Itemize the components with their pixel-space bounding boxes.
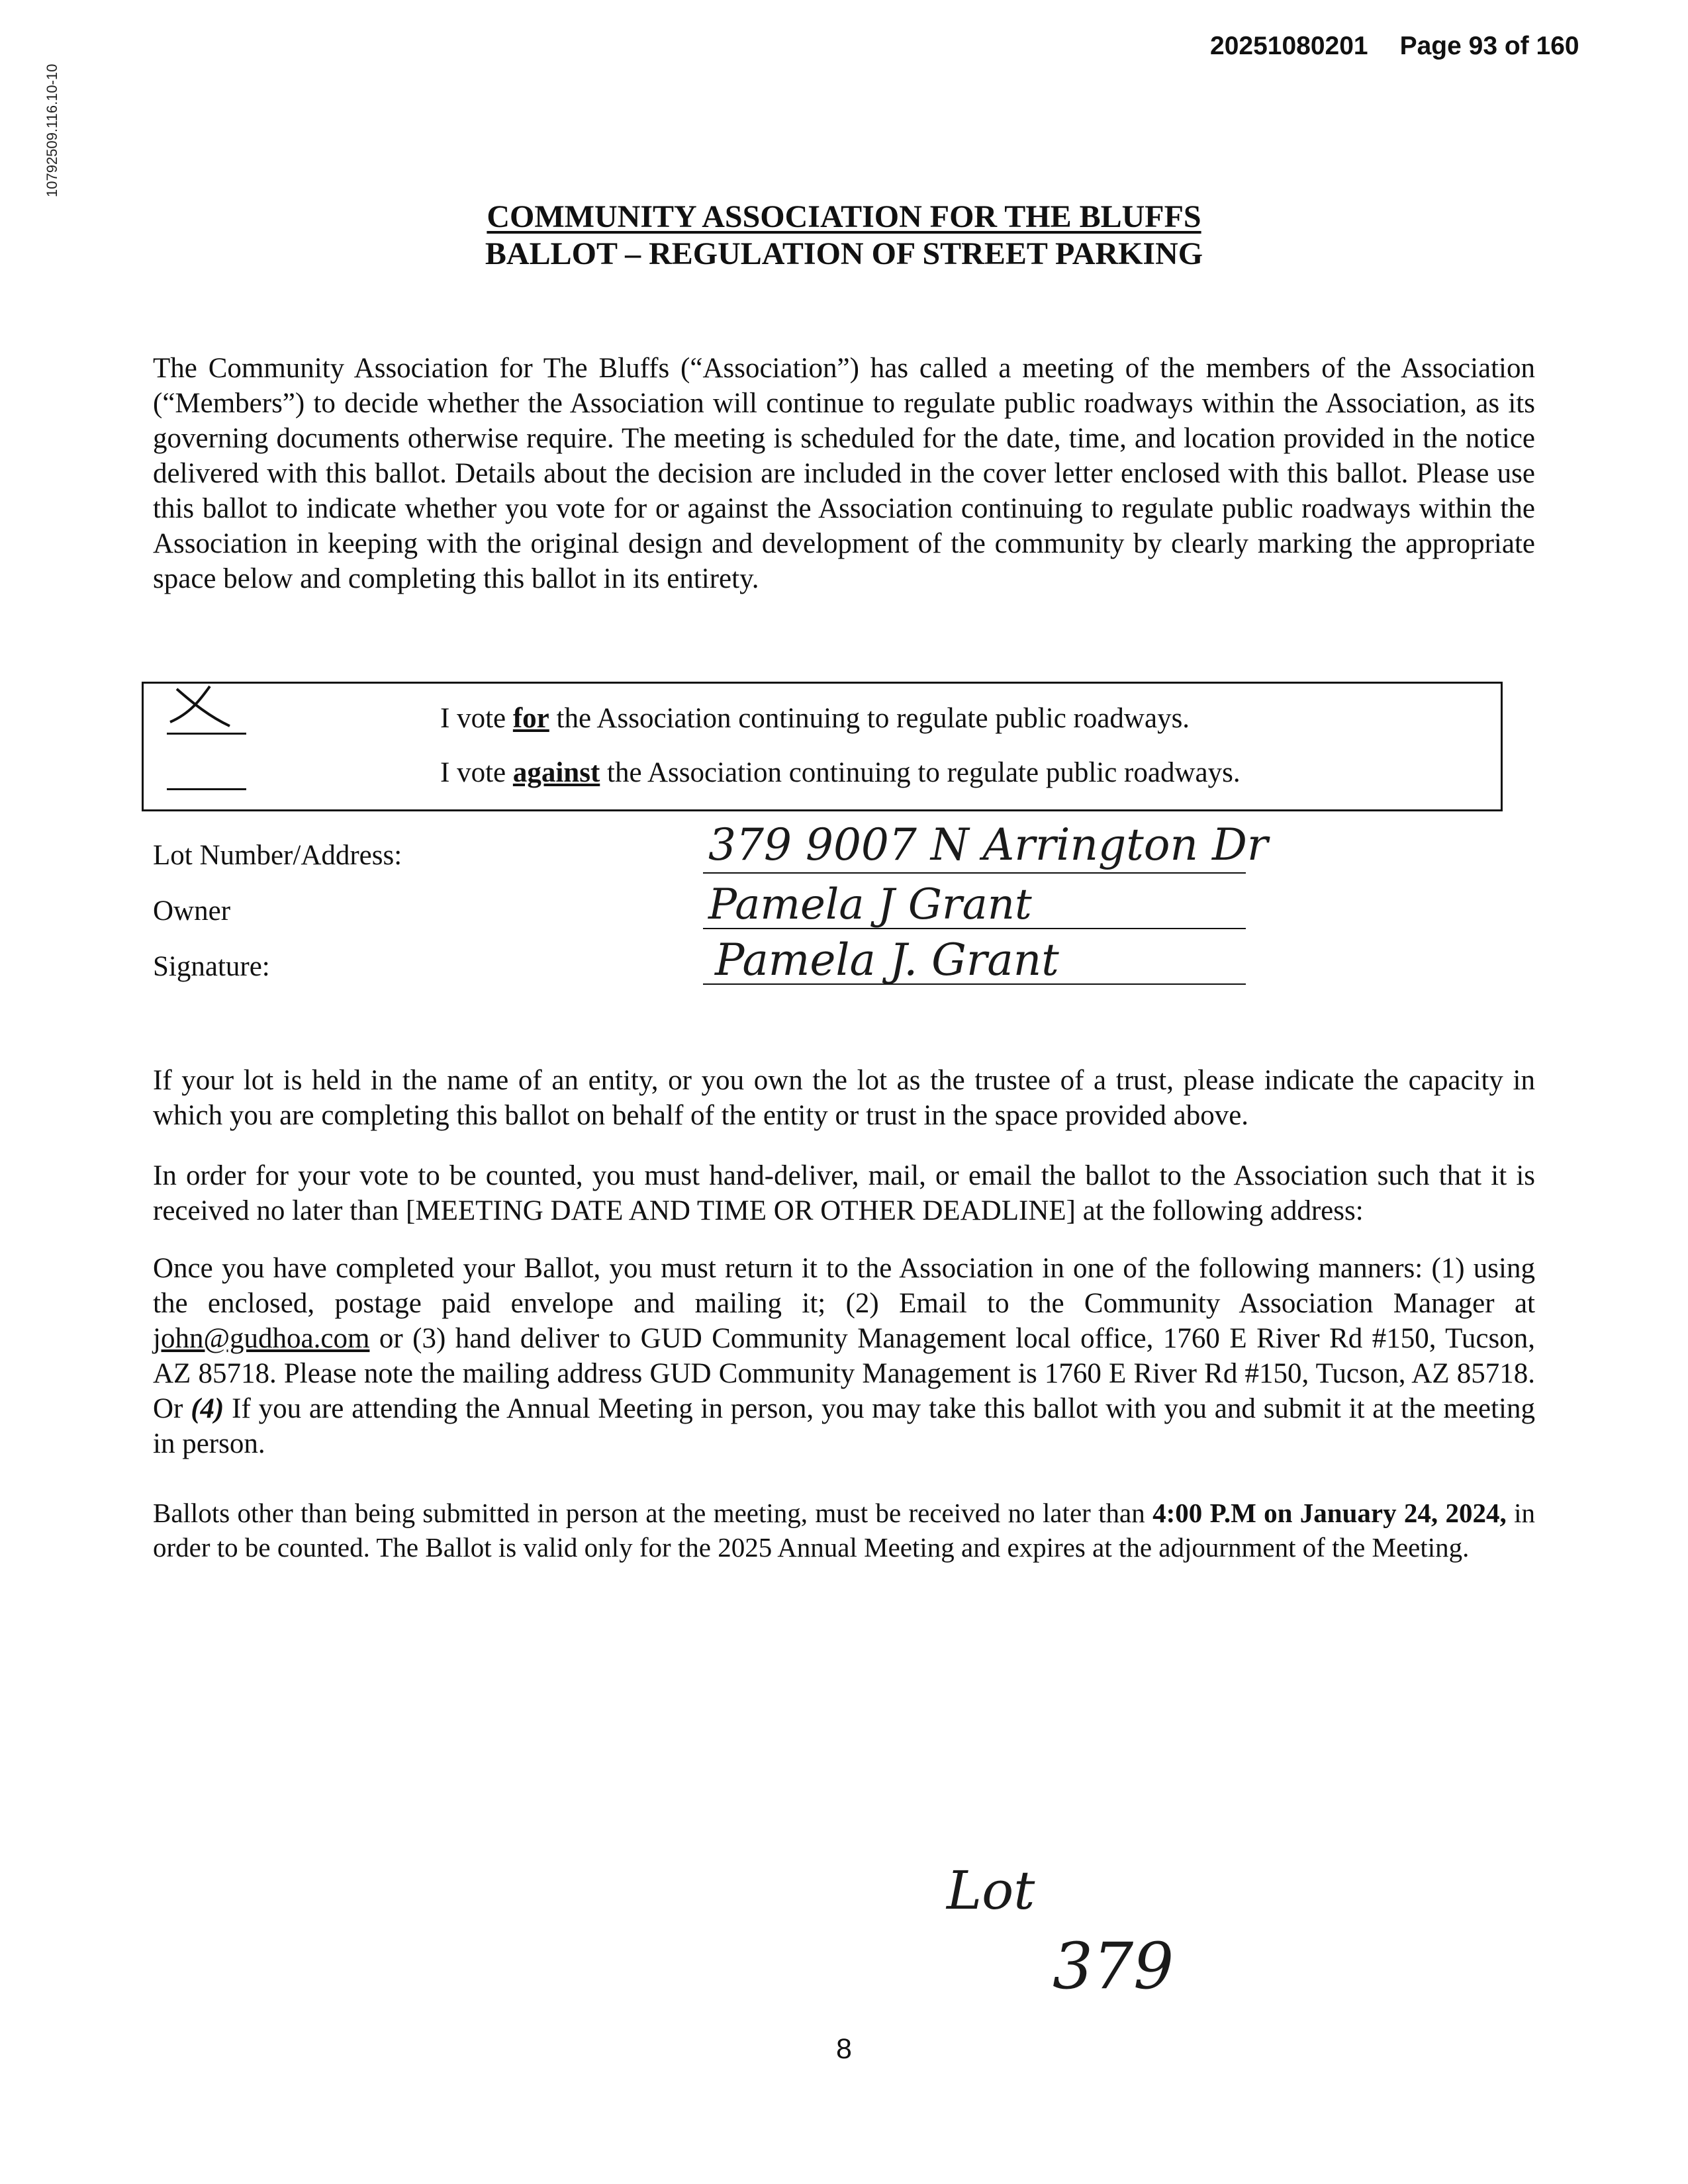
vote-against-row[interactable] bbox=[144, 756, 1501, 803]
vote-against-mark-line[interactable] bbox=[167, 788, 246, 790]
page-reference: Page 93 of 160 bbox=[1399, 32, 1579, 60]
final-deadline-note: Ballots other than being submitted in person at the meeting, must be received no later than 4:00 P.M on January 24, 2024, in order to be counted. The Ballot is valid only for the 2025 Annual Meeting and expires at the adjournment of the Meeting. bbox=[153, 1498, 1535, 1563]
deadline-emphasis: 4:00 P.M on January 24, 2024, bbox=[1152, 1498, 1507, 1528]
entity-note: If your lot is held in the name of an entity, or you own the lot as the trustee of a trust, please indicate the capacity in which you are completing this ballot on behalf of the entity or trust in the space provided above. bbox=[153, 1065, 1535, 1131]
vote-for-mark-line[interactable] bbox=[167, 733, 246, 735]
recording-header bbox=[1210, 32, 1579, 61]
signature-label: Signature: bbox=[153, 951, 270, 982]
handwritten-lot-number: 379 bbox=[1053, 1929, 1174, 2003]
deadline-note: In order for your vote to be counted, you must hand-deliver, mail, or email the ballot to the Association such that it is received no later than [MEETING DATE AND TIME OR OTHER DEADLINE] at the following address: bbox=[153, 1160, 1535, 1226]
vote-against-keyword: against bbox=[512, 757, 600, 788]
lot-address-line[interactable] bbox=[703, 872, 1246, 874]
x-mark-icon bbox=[164, 684, 236, 730]
return-instructions: Once you have completed your Ballot, you must return it to the Association in one of the following manners: (1) using the enclosed, postage paid envelope and mailing it; (2) Email to the Community Association Manager at john@gudhoa.com or (3) hand deliver to GUD Community Management local office, 1760 E River Rd #150, Tucson, AZ 85718. Please note the mailing address GUD Community Management is 1760 E River Rd #150, Tucson, AZ 85718. Or (4) If you are attending the Annual Meeting in person, you may take this ballot with you and submit it at the meeting in person. bbox=[153, 1253, 1535, 1459]
ballot-options-box bbox=[142, 682, 1503, 811]
vote-for-text: I vote for the Association continuing to regulate public roadways. bbox=[440, 703, 1190, 734]
signature-handwritten: Pamela J. Grant bbox=[715, 934, 1059, 985]
recording-number: 20251080201 bbox=[1210, 32, 1368, 60]
handwritten-lot-note: Lot bbox=[947, 1860, 1035, 1921]
owner-handwritten: Pamela J Grant bbox=[708, 880, 1032, 929]
side-stamp: 10792509.116.10-10 bbox=[44, 64, 60, 197]
manager-email-link[interactable]: john@gudhoa.com bbox=[153, 1323, 370, 1354]
title-association: COMMUNITY ASSOCIATION FOR THE BLUFFS bbox=[487, 199, 1201, 234]
intro-paragraph: The Community Association for The Bluffs (“Association”) has called a meeting of the members of the Association (“Members”) to decide whether the Association will continue to regulate public roadways within the Association, as its governing documents otherwise require. The meeting is scheduled for the date, time, and location provided in the notice delivered with this ballot. Details about the decision are included in the cover letter enclosed with this ballot. Please use this ballot to indicate whether you vote for or against the Association continuing to regulate public roadways within the Association in keeping with the original design and development of the community by clearly marking the appropriate space below and completing this ballot in its entirety. bbox=[153, 353, 1535, 594]
vote-for-keyword: for bbox=[512, 703, 549, 734]
title-ballot: BALLOT – REGULATION OF STREET PARKING bbox=[485, 236, 1203, 271]
ballot-title bbox=[0, 199, 1688, 273]
vote-against-text: I vote against the Association continuing to regulate public roadways. bbox=[440, 757, 1241, 788]
owner-label: Owner bbox=[153, 895, 231, 927]
lot-address-label: Lot Number/Address: bbox=[153, 840, 402, 871]
lot-address-handwritten: 379 9007 N Arrington Dr bbox=[708, 819, 1268, 870]
page-number: 8 bbox=[836, 2033, 852, 2065]
vote-for-row[interactable] bbox=[144, 702, 1501, 749]
